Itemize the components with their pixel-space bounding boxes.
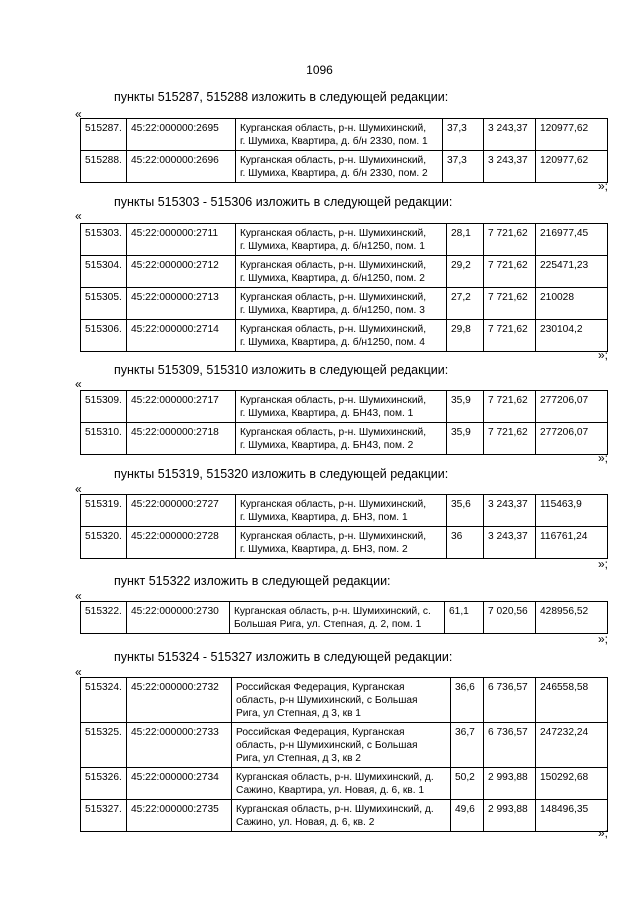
- address-line: Российская Федерация, Курганская: [236, 682, 405, 693]
- row-number: 515325.: [81, 723, 127, 768]
- amendment-table: [80, 494, 608, 559]
- close-quote: »;: [598, 632, 609, 646]
- cost-cell: 247232,24: [536, 723, 608, 768]
- row-number: 515310.: [81, 423, 127, 455]
- address-cell: [236, 224, 447, 256]
- section-heading: пункты 515309, 515310 изложить в следующей редакции:: [114, 363, 449, 377]
- amendment-table: [80, 677, 608, 832]
- rate-cell: 7 721,62: [484, 423, 536, 455]
- address-line: г. Шумиха, Квартира, д. б/н 2330, пом. 1: [240, 136, 428, 147]
- table-row: [81, 527, 608, 559]
- address-line: Рига, ул Степная, д 3, кв 2: [236, 753, 361, 764]
- cost-cell: 428956,52: [536, 602, 608, 634]
- row-number: 515309.: [81, 391, 127, 423]
- rate-cell: 7 020,56: [484, 602, 536, 634]
- rate-cell: 7 721,62: [484, 256, 536, 288]
- address-line: область, р-н Шумихинский, с Большая: [236, 740, 418, 751]
- page-number: 1096: [306, 63, 333, 77]
- row-number: 515303.: [81, 224, 127, 256]
- row-number: 515324.: [81, 678, 127, 723]
- rate-cell: 3 243,37: [484, 119, 536, 151]
- section-heading: пункты 515319, 515320 изложить в следующей редакции:: [114, 467, 449, 481]
- address-cell: [236, 423, 447, 455]
- area-cell: 29,2: [447, 256, 484, 288]
- address-line: г. Шумиха, Квартира, д. БН43, пом. 2: [240, 440, 414, 451]
- row-number: 515305.: [81, 288, 127, 320]
- address-line: область, р-н Шумихинский, с Большая: [236, 695, 418, 706]
- address-cell: [236, 119, 443, 151]
- cadastral-number: 45:22:000000:2718: [127, 423, 236, 455]
- address-line: Курганская область, р-н. Шумихинский,: [240, 123, 427, 134]
- amendment-table: [80, 390, 608, 455]
- cadastral-number: 45:22:000000:2711: [127, 224, 236, 256]
- cadastral-number: 45:22:000000:2714: [127, 320, 236, 352]
- table-row: [81, 256, 608, 288]
- cost-cell: 277206,07: [536, 391, 608, 423]
- address-line: г. Шумиха, Квартира, д. БН3, пом. 1: [240, 512, 408, 523]
- close-quote: »;: [598, 179, 609, 193]
- cadastral-number: 45:22:000000:2696: [127, 151, 236, 183]
- address-cell: [236, 288, 447, 320]
- row-number: 515288.: [81, 151, 127, 183]
- amendment-table: [80, 601, 608, 634]
- area-cell: 36: [447, 527, 484, 559]
- open-quote: «: [75, 482, 82, 496]
- table-row: [81, 800, 608, 832]
- area-cell: 29,8: [447, 320, 484, 352]
- rate-cell: 7 721,62: [484, 391, 536, 423]
- address-line: г. Шумиха, Квартира, д. б/н1250, пом. 2: [240, 273, 425, 284]
- address-line: г. Шумиха, Квартира, д. б/н1250, пом. 4: [240, 337, 425, 348]
- table-row: [81, 678, 608, 723]
- address-line: Российская Федерация, Курганская: [236, 727, 405, 738]
- address-cell: [232, 678, 451, 723]
- cost-cell: 225471,23: [536, 256, 608, 288]
- address-line: Курганская область, р-н. Шумихинский,: [240, 427, 427, 438]
- cost-cell: 150292,68: [536, 768, 608, 800]
- cadastral-number: 45:22:000000:2735: [127, 800, 232, 832]
- cost-cell: 230104,2: [536, 320, 608, 352]
- row-number: 515326.: [81, 768, 127, 800]
- table-row: [81, 768, 608, 800]
- row-number: 515320.: [81, 527, 127, 559]
- table-row: [81, 151, 608, 183]
- open-quote: «: [75, 665, 82, 679]
- cadastral-number: 45:22:000000:2727: [127, 495, 236, 527]
- open-quote: «: [75, 377, 82, 391]
- amendment-table: [80, 223, 608, 352]
- section-heading: пункты 515303 - 515306 изложить в следующей редакции:: [114, 195, 453, 209]
- address-line: г. Шумиха, Квартира, д. б/н1250, пом. 3: [240, 305, 425, 316]
- row-number: 515319.: [81, 495, 127, 527]
- address-line: Большая Рига, ул. Степная, д. 2, пом. 1: [234, 619, 422, 630]
- address-line: Курганская область, р-н. Шумихинский, с.: [234, 606, 431, 617]
- open-quote: «: [75, 589, 82, 603]
- area-cell: 61,1: [445, 602, 484, 634]
- cost-cell: 246558,58: [536, 678, 608, 723]
- table-row: [81, 288, 608, 320]
- row-number: 515304.: [81, 256, 127, 288]
- address-line: г. Шумиха, Квартира, д. б/н1250, пом. 1: [240, 241, 425, 252]
- row-number: 515306.: [81, 320, 127, 352]
- area-cell: 36,7: [451, 723, 484, 768]
- rate-cell: 6 736,57: [484, 678, 536, 723]
- cadastral-number: 45:22:000000:2713: [127, 288, 236, 320]
- address-line: Рига, ул Степная, д 3, кв 1: [236, 708, 361, 719]
- address-line: Курганская область, р-н. Шумихинский,: [240, 228, 427, 239]
- area-cell: 35,9: [447, 423, 484, 455]
- table-row: [81, 320, 608, 352]
- section-heading: пункты 515324 - 515327 изложить в следующей редакции:: [114, 650, 453, 664]
- rate-cell: 2 993,88: [484, 768, 536, 800]
- rate-cell: 7 721,62: [484, 288, 536, 320]
- section-heading: пункт 515322 изложить в следующей редакции:: [114, 574, 391, 588]
- rate-cell: 3 243,37: [484, 495, 536, 527]
- close-quote: »;: [598, 451, 609, 465]
- cost-cell: 277206,07: [536, 423, 608, 455]
- cadastral-number: 45:22:000000:2733: [127, 723, 232, 768]
- area-cell: 36,6: [451, 678, 484, 723]
- address-line: Курганская область, р-н. Шумихинский,: [240, 395, 427, 406]
- address-cell: [236, 320, 447, 352]
- cadastral-number: 45:22:000000:2734: [127, 768, 232, 800]
- rate-cell: 3 243,37: [484, 151, 536, 183]
- table-row: [81, 723, 608, 768]
- address-cell: [236, 151, 443, 183]
- table-row: [81, 423, 608, 455]
- area-cell: 37,3: [443, 119, 484, 151]
- section-heading: пункты 515287, 515288 изложить в следующей редакции:: [114, 90, 449, 104]
- cost-cell: 216977,45: [536, 224, 608, 256]
- address-line: Курганская область, р-н. Шумихинский, д.: [236, 772, 434, 783]
- row-number: 515327.: [81, 800, 127, 832]
- address-line: Курганская область, р-н. Шумихинский,: [240, 292, 427, 303]
- open-quote: «: [75, 107, 82, 121]
- address-cell: [232, 800, 451, 832]
- table-row: [81, 224, 608, 256]
- address-line: Курганская область, р-н. Шумихинский,: [240, 155, 427, 166]
- address-line: Курганская область, р-н. Шумихинский,: [240, 324, 427, 335]
- cadastral-number: 45:22:000000:2732: [127, 678, 232, 723]
- cost-cell: 148496,35: [536, 800, 608, 832]
- area-cell: 37,3: [443, 151, 484, 183]
- address-line: Курганская область, р-н. Шумихинский,: [240, 260, 427, 271]
- cadastral-number: 45:22:000000:2730: [127, 602, 230, 634]
- address-cell: [236, 391, 447, 423]
- address-cell: [236, 495, 447, 527]
- cadastral-number: 45:22:000000:2695: [127, 119, 236, 151]
- cadastral-number: 45:22:000000:2728: [127, 527, 236, 559]
- address-line: Сажино, ул. Новая, д. 6, кв. 2: [236, 817, 375, 828]
- table-row: [81, 495, 608, 527]
- cost-cell: 116761,24: [536, 527, 608, 559]
- cadastral-number: 45:22:000000:2712: [127, 256, 236, 288]
- area-cell: 50,2: [451, 768, 484, 800]
- address-line: г. Шумиха, Квартира, д. БН43, пом. 1: [240, 408, 414, 419]
- cost-cell: 115463,9: [536, 495, 608, 527]
- cost-cell: 120977,62: [536, 151, 608, 183]
- address-line: г. Шумиха, Квартира, д. б/н 2330, пом. 2: [240, 168, 428, 179]
- address-cell: [232, 723, 451, 768]
- close-quote: »;: [598, 557, 609, 571]
- rate-cell: 3 243,37: [484, 527, 536, 559]
- table-row: [81, 119, 608, 151]
- cost-cell: 210028: [536, 288, 608, 320]
- cost-cell: 120977,62: [536, 119, 608, 151]
- open-quote: «: [75, 209, 82, 223]
- rate-cell: 7 721,62: [484, 320, 536, 352]
- address-cell: [230, 602, 445, 634]
- address-line: г. Шумиха, Квартира, д. БН3, пом. 2: [240, 544, 408, 555]
- rate-cell: 2 993,88: [484, 800, 536, 832]
- row-number: 515322.: [81, 602, 127, 634]
- area-cell: 28,1: [447, 224, 484, 256]
- address-line: Курганская область, р-н. Шумихинский,: [240, 531, 427, 542]
- rate-cell: 7 721,62: [484, 224, 536, 256]
- area-cell: 27,2: [447, 288, 484, 320]
- address-cell: [232, 768, 451, 800]
- rate-cell: 6 736,57: [484, 723, 536, 768]
- address-cell: [236, 256, 447, 288]
- cadastral-number: 45:22:000000:2717: [127, 391, 236, 423]
- close-quote: »;: [598, 348, 609, 362]
- address-line: Сажино, Квартира, ул. Новая, д. 6, кв. 1: [236, 785, 425, 796]
- amendment-table: [80, 118, 608, 183]
- area-cell: 35,6: [447, 495, 484, 527]
- table-row: [81, 602, 608, 634]
- address-line: Курганская область, р-н. Шумихинский, д.: [236, 804, 434, 815]
- address-cell: [236, 527, 447, 559]
- row-number: 515287.: [81, 119, 127, 151]
- table-row: [81, 391, 608, 423]
- close-quote: »;: [598, 826, 609, 840]
- area-cell: 49,6: [451, 800, 484, 832]
- area-cell: 35,9: [447, 391, 484, 423]
- address-line: Курганская область, р-н. Шумихинский,: [240, 499, 427, 510]
